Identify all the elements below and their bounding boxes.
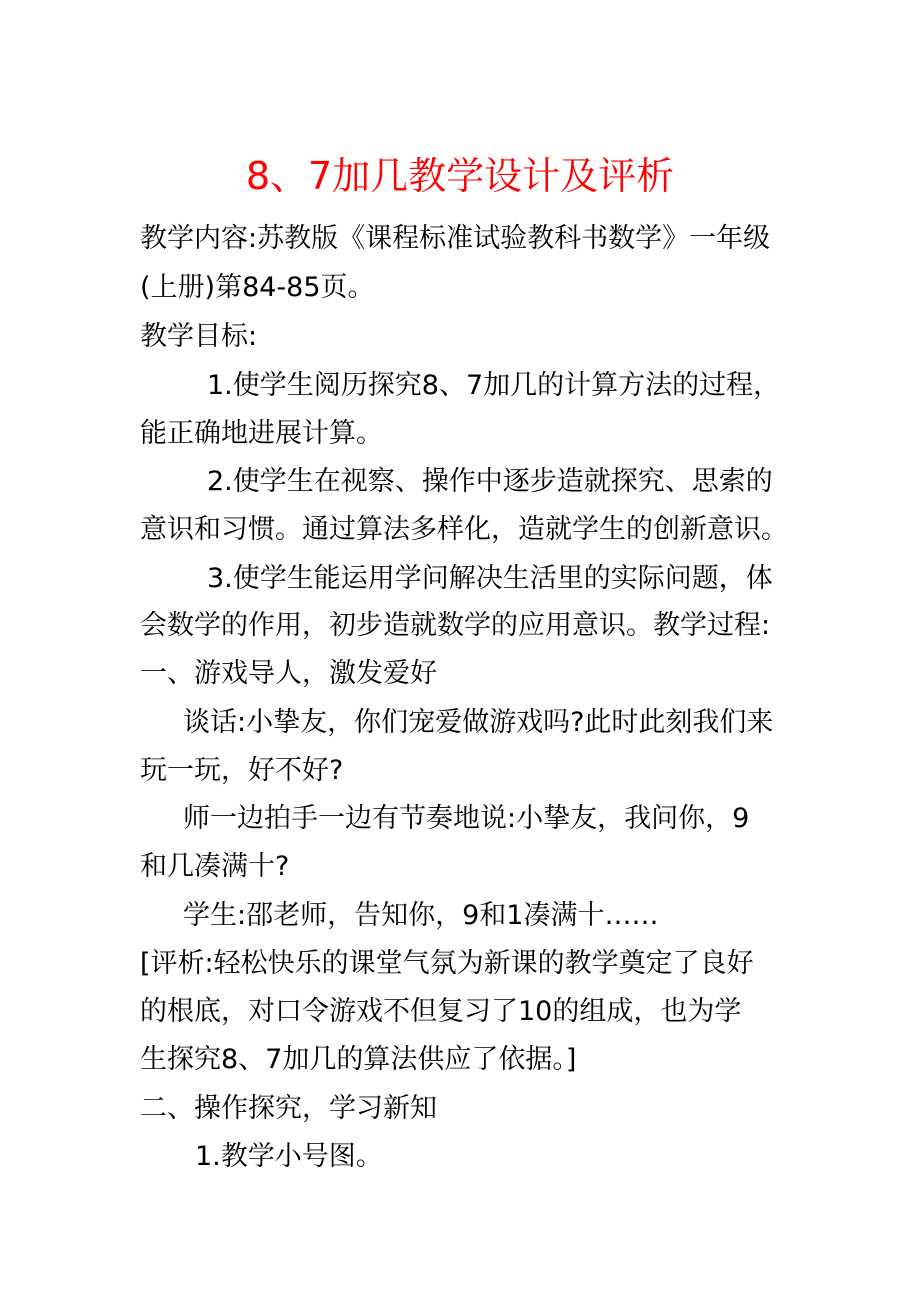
paragraph-line: [评析:轻松快乐的课堂气氛为新课的教学奠定了良好 — [140, 948, 754, 979]
paragraph-line: 玩一玩，好不好? — [140, 755, 344, 786]
paragraph-line: 2.使学生在视察、操作中逐步造就探究、思索的 — [207, 466, 773, 497]
paragraph-line: 能正确地进展计算。 — [140, 418, 383, 449]
paragraph-line: 师一边拍手一边有节奏地说:小挚友，我问你，9 — [183, 803, 750, 834]
section-heading: 一、游戏导人，激发爱好 — [140, 658, 437, 689]
paragraph-line: 会数学的作用，初步造就数学的应用意识。教学过程: — [140, 610, 771, 641]
paragraph-line: 的根底，对口令游戏不但复习了10的组成，也为学 — [140, 996, 742, 1027]
section-heading: 二、操作探究，学习新知 — [140, 1093, 437, 1124]
paragraph-line: 教学目标: — [140, 321, 258, 352]
paragraph-line: 1.使学生阅历探究8、7加几的计算方法的过程， — [207, 370, 781, 401]
paragraph-line: 意识和习惯。通过算法多样化，造就学生的创新意识。 — [140, 514, 788, 545]
paragraph-line: 生探究8、7加几的算法供应了依据。] — [140, 1044, 577, 1075]
paragraph-line: 3.使学生能运用学问解决生活里的实际问题，体 — [207, 563, 773, 594]
paragraph-line: 和几凑满十? — [140, 851, 290, 882]
paragraph-line: 学生:邵老师，告知你，9和1凑满十…… — [183, 900, 659, 931]
paragraph-line: 教学内容:苏教版《课程标准试验教科书数学》一年级 — [140, 223, 771, 254]
paragraph-line: 1.教学小号图。 — [195, 1141, 383, 1172]
paragraph-line: (上册)第84-85页。 — [140, 272, 375, 303]
paragraph-line: 谈话:小挚友，你们宠爱做游戏吗?此时此刻我们来 — [183, 707, 774, 738]
document-title: 8、7加几教学设计及评析 — [245, 154, 675, 198]
